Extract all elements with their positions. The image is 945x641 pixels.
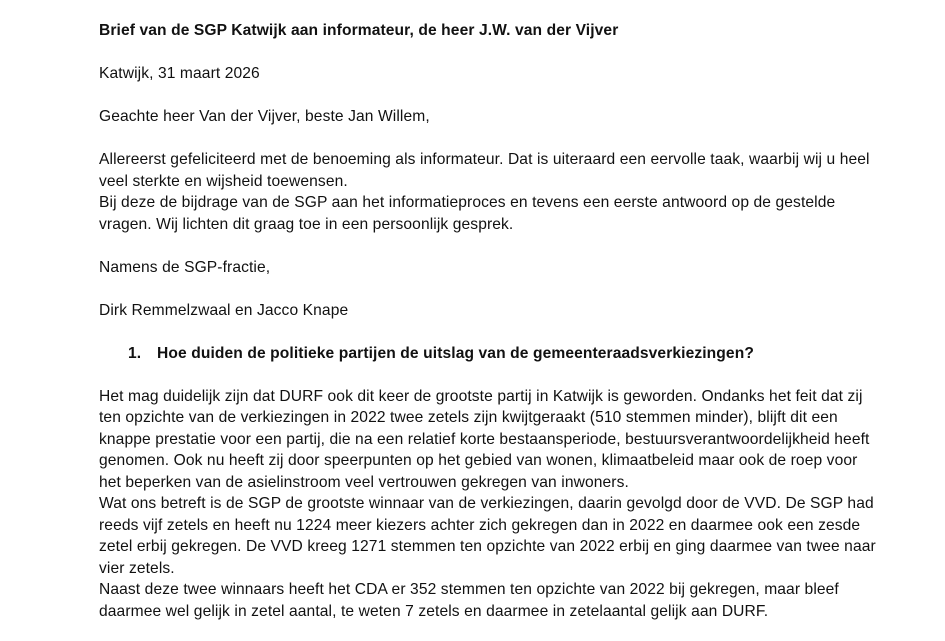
- answer-paragraph: Het mag duidelijk zijn dat DURF ook dit keer de grootste partij in Katwijk is geworden. Ondanks het feit dat zij ten opzichte van de verkiezingen in 2022 twee zetels zijn kwijtgeraakt (510 stemmen minder), blijft dit een knappe prestatie voor een partij, die na een relatief korte bestaansperiode, bestuursverantwoordelijkheid heeft genomen. Ook nu heeft zij door speerpunten op het gebied van wonen, klimaatbeleid maar ook de roep voor het beperken van de asielinstroom veel vertrouwen gekregen van inwoners.: [99, 387, 870, 491]
- salutation: Geachte heer Van der Vijver, beste Jan Willem,: [99, 108, 430, 125]
- answer-paragraph: Naast deze twee winnaars heeft het CDA er 352 stemmen ten opzichte van 2022 bij gekregen, maar bleef daarmee wel gelijk in zetel aantal, te weten 7 zetels en daarmee in zetelaantal gelijk aan DURF.: [99, 581, 839, 620]
- letter-page: [99, 20, 879, 622]
- on-behalf-line: Namens de SGP-fractie,: [99, 258, 271, 276]
- date-line: Katwijk, 31 maart 2026: [99, 65, 260, 82]
- answer-paragraph: Wat ons betreft is de SGP de grootste winnaar van de verkiezingen, daarin gevolgd door de VVD. De SGP had reeds vijf zetels en heeft nu 1224 meer kiezers achter zich gekregen dan in 2022 en daarmee ook een zesde zetel erbij gekregen. De VVD kreeg 1271 stemmen ten opzichte van 2022 erbij en ging daarmee van twee naar vier zetels.: [99, 495, 876, 577]
- question-number: 1.: [128, 344, 142, 362]
- signatories: Dirk Remmelzwaal en Jacco Knape: [99, 301, 349, 319]
- question-heading: [99, 343, 879, 365]
- intro-paragraph: Allereerst gefeliciteerd met de benoeming als informateur. Dat is uiteraard een eervolle taak, waarbij wij u heel veel sterkte en wijsheid toewensen.: [99, 151, 870, 190]
- intro-paragraph: Bij deze de bijdrage van de SGP aan het informatieproces en tevens een eerste antwoord op de gestelde vragen. Wij lichten dit graag toe in een persoonlijk gesprek.: [99, 194, 836, 233]
- letter-title: Brief van de SGP Katwijk aan informateur, de heer J.W. van der Vijver: [99, 22, 619, 39]
- question-text: Hoe duiden de politieke partijen de uitslag van de gemeenteraadsverkiezingen?: [157, 344, 754, 362]
